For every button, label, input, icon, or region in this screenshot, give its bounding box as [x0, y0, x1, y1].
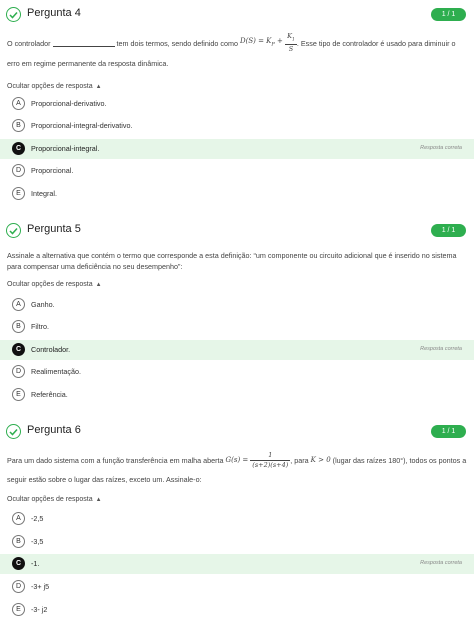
option-e[interactable] [0, 184, 474, 204]
hide-options-toggle[interactable]: Ocultar opções de resposta ▲ [7, 281, 102, 288]
question-text: Para um dado sistema com a função transferência em malha aberta G(s) = $\frac{1}{(s+2)(s+4)}$ , para K > 0 (lugar das raízes 180°), todos os pontos a seguir estão sobre o lugar das raízes, exceto um. Assinale-o: [7, 450, 467, 484]
option-label: Referência. [31, 390, 68, 399]
option-letter: C [12, 142, 25, 155]
option-letter: E [12, 187, 25, 200]
question-title: Pergunta 4 [27, 7, 81, 19]
option-letter: B [12, 119, 25, 132]
option-a[interactable] [0, 295, 474, 315]
option-label: Proporcional-integral. [31, 144, 100, 153]
option-c[interactable] [0, 139, 474, 159]
question-header [6, 221, 466, 243]
chevron-up-icon: ▲ [95, 497, 102, 503]
option-letter: D [12, 164, 25, 177]
score-badge: 1 / 1 [431, 8, 466, 21]
option-letter: C [12, 557, 25, 570]
question-title: Pergunta 5 [27, 223, 81, 235]
option-letter: E [12, 388, 25, 401]
chevron-up-icon: ▲ [95, 84, 102, 90]
option-a[interactable] [0, 94, 474, 114]
chevron-up-icon: ▲ [95, 282, 102, 288]
option-label: Filtro. [31, 322, 49, 331]
option-letter: A [12, 512, 25, 525]
option-label: Controlador. [31, 345, 71, 354]
option-b[interactable] [0, 317, 474, 337]
option-letter: A [12, 298, 25, 311]
option-label: Ganho. [31, 300, 55, 309]
option-letter: A [12, 97, 25, 110]
question-header [6, 5, 466, 27]
option-e[interactable] [0, 600, 474, 620]
option-b[interactable] [0, 116, 474, 136]
option-b[interactable] [0, 532, 474, 552]
option-label: Integral. [31, 189, 57, 198]
correct-answer-tag: Resposta correta [420, 346, 462, 352]
option-letter: B [12, 535, 25, 548]
option-c[interactable] [0, 554, 474, 574]
answer-blank [53, 40, 115, 47]
option-letter: C [12, 343, 25, 356]
correct-answer-tag: Resposta correta [420, 145, 462, 151]
question-text: O controlador tem dois termos, sendo definido como $D(S) = K_P$ + $\frac{K_1}{S}$ . Esse tipo de controlador é usado para diminuir o erro em regime permanente da resposta dinâmica. [7, 31, 456, 68]
option-label: Proporcional-integral-derivativo. [31, 121, 133, 130]
option-label: -2,5 [31, 514, 44, 523]
option-label: Realimentação. [31, 367, 81, 376]
math-expression: G(s) = [225, 455, 249, 464]
option-label: -3+ j5 [31, 582, 50, 591]
option-e[interactable] [0, 385, 474, 405]
option-label: Proporcional-derivativo. [31, 99, 107, 108]
check-circle-icon [6, 223, 21, 238]
option-d[interactable] [0, 577, 474, 597]
option-letter: E [12, 603, 25, 616]
option-label: -3- j2 [31, 605, 48, 614]
hide-options-toggle[interactable]: Ocultar opções de resposta ▲ [7, 83, 102, 90]
option-label: Proporcional. [31, 166, 74, 175]
option-letter: D [12, 365, 25, 378]
math-fraction: $\frac{K_1}{S}$ [287, 31, 295, 54]
option-c[interactable] [0, 340, 474, 360]
math-expression: $D(S) = K_P$ + [240, 36, 283, 48]
correct-answer-tag: Resposta correta [420, 560, 462, 566]
option-letter: D [12, 580, 25, 593]
option-d[interactable] [0, 362, 474, 382]
option-letter: B [12, 320, 25, 333]
option-label: -3,5 [31, 537, 44, 546]
question-text: Assinale a alternativa que contém o termo que corresponde a esta definição: “um componente ou circuito adicional que é inserido no sistema para compensar uma deficiência no seu desempenho”: [7, 251, 457, 271]
question-title: Pergunta 6 [27, 424, 81, 436]
check-circle-icon [6, 424, 21, 439]
math-fraction: $\frac{1}{(s+2)(s+4)}$ [252, 450, 289, 469]
option-d[interactable] [0, 161, 474, 181]
score-badge: 1 / 1 [431, 224, 466, 237]
question-header [6, 422, 466, 444]
check-circle-icon [6, 7, 21, 22]
option-label: -1. [31, 559, 40, 568]
option-a[interactable] [0, 509, 474, 529]
score-badge: 1 / 1 [431, 425, 466, 438]
hide-options-toggle[interactable]: Ocultar opções de resposta ▲ [7, 496, 102, 503]
